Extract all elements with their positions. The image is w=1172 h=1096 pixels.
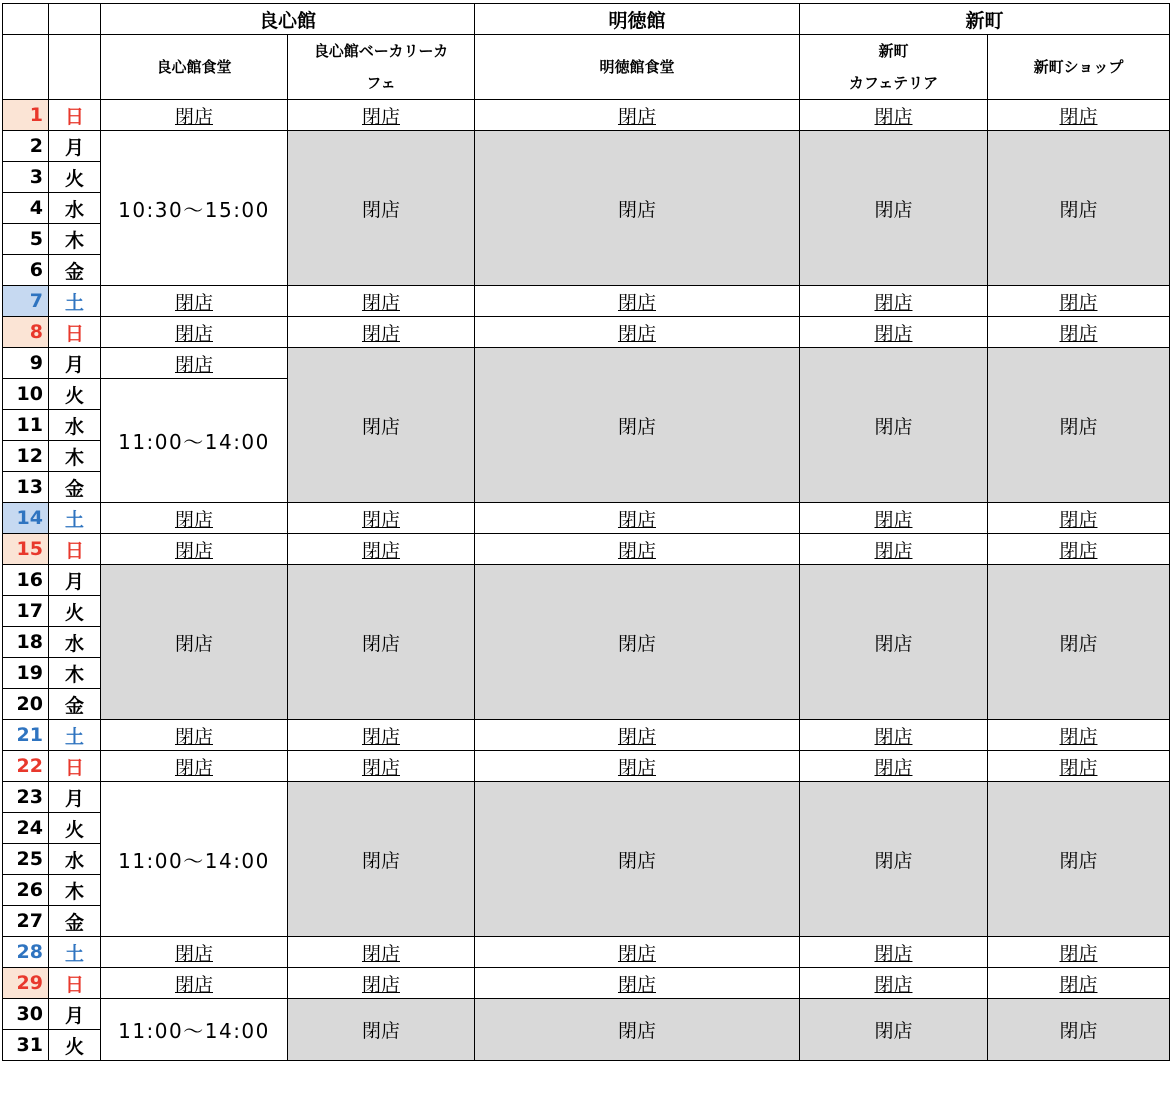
closed-cell-ryoshinkan-dining [101,720,288,751]
closed-cell-meitokukan-dining [475,534,800,565]
closed-cell-ryoshinkan-bakery [288,317,475,348]
closed-label: 閉店 [1059,322,1098,345]
closed-label: 閉店 [1059,291,1098,314]
closed-cell-shinmachi-shop [988,286,1170,317]
closed-cell-meitokukan-dining [475,720,800,751]
day-number: 20 [3,689,49,720]
closed-cell-ryoshinkan-bakery: 閉店 [288,348,475,503]
table-row [3,348,1170,379]
day-of-week: 木 [49,224,101,255]
day-number: 17 [3,596,49,627]
closed-label: 閉店 [361,105,400,128]
column-header-shinmachi-cafeteria [800,35,988,100]
closed-label: 閉店 [361,291,400,314]
closed-label: 閉店 [874,322,913,345]
column-header-ryoshinkan-bakery [288,35,475,100]
opening-hours-cell: 11:00〜14:00 [101,782,288,937]
closed-label: 閉店 [617,508,656,531]
table-row [3,999,1170,1030]
day-number: 1 [3,100,49,131]
closed-cell-ryoshinkan-bakery: 閉店 [288,782,475,937]
closed-cell-shinmachi-shop [988,751,1170,782]
day-of-week: 土 [49,720,101,751]
day-of-week: 水 [49,844,101,875]
table-row [3,937,1170,968]
closed-cell-shinmachi-shop: 閉店 [988,782,1170,937]
day-number: 13 [3,472,49,503]
closed-cell-meitokukan-dining [475,968,800,999]
closed-cell-shinmachi-shop: 閉店 [988,999,1170,1061]
closed-cell-ryoshinkan-bakery [288,286,475,317]
closed-cell-meitokukan-dining: 閉店 [475,131,800,286]
closed-cell-shinmachi-cafeteria: 閉店 [800,782,988,937]
column-header-ryoshinkan-dining: 良心館食堂 [101,35,288,100]
closed-cell-meitokukan-dining: 閉店 [475,999,800,1061]
group-header-shinmachi: 新町 [800,4,1170,35]
closed-cell-ryoshinkan-bakery [288,968,475,999]
group-header-meitokukan: 明徳館 [475,4,800,35]
day-of-week: 月 [49,999,101,1030]
corner-cell [49,35,101,100]
day-number: 28 [3,937,49,968]
closed-cell-shinmachi-cafeteria: 閉店 [800,348,988,503]
day-of-week: 日 [49,534,101,565]
day-number: 7 [3,286,49,317]
day-number: 9 [3,348,49,379]
closed-cell-shinmachi-shop: 閉店 [988,131,1170,286]
closed-label: 閉店 [1059,539,1098,562]
closed-label: 閉店 [617,756,656,779]
column-header-meitokukan-dining: 明徳館食堂 [475,35,800,100]
closed-label: 閉店 [361,942,400,965]
day-of-week: 水 [49,193,101,224]
day-number: 31 [3,1030,49,1061]
closed-label: 閉店 [174,756,213,779]
closed-cell-shinmachi-cafeteria [800,317,988,348]
schedule-table [2,3,1170,1061]
closed-label: 閉店 [1059,942,1098,965]
closed-cell-shinmachi-cafeteria [800,968,988,999]
closed-cell-shinmachi-shop [988,968,1170,999]
day-of-week: 金 [49,689,101,720]
closed-label: 閉店 [874,942,913,965]
closed-label: 閉店 [617,322,656,345]
day-number: 18 [3,627,49,658]
closed-label: 閉店 [874,508,913,531]
group-header-ryoshinkan: 良心館 [101,4,475,35]
day-of-week: 木 [49,875,101,906]
closed-cell-ryoshinkan-dining [101,751,288,782]
closed-cell-shinmachi-shop [988,503,1170,534]
closed-label: 閉店 [1059,725,1098,748]
day-number: 21 [3,720,49,751]
day-number: 6 [3,255,49,286]
day-number: 25 [3,844,49,875]
day-of-week: 日 [49,100,101,131]
day-number: 8 [3,317,49,348]
closed-cell-ryoshinkan-bakery [288,100,475,131]
day-of-week: 日 [49,317,101,348]
closed-cell-ryoshinkan-dining: 閉店 [101,565,288,720]
closed-label: 閉店 [361,725,400,748]
closed-label: 閉店 [174,942,213,965]
day-number: 12 [3,441,49,472]
table-row [3,131,1170,162]
day-of-week: 火 [49,813,101,844]
closed-cell-shinmachi-cafeteria [800,937,988,968]
closed-cell-shinmachi-shop [988,720,1170,751]
closed-cell-ryoshinkan-dining [101,503,288,534]
day-of-week: 月 [49,131,101,162]
day-number: 14 [3,503,49,534]
closed-cell-shinmachi-shop: 閉店 [988,348,1170,503]
closed-cell-meitokukan-dining [475,317,800,348]
opening-hours-cell: 10:30〜15:00 [101,131,288,286]
closed-cell-meitokukan-dining [475,100,800,131]
closed-cell-shinmachi-shop [988,937,1170,968]
day-number: 4 [3,193,49,224]
closed-cell-meitokukan-dining: 閉店 [475,782,800,937]
day-of-week: 金 [49,255,101,286]
closed-cell-ryoshinkan-dining [101,286,288,317]
closed-label: 閉店 [174,105,213,128]
table-row [3,720,1170,751]
closed-label: 閉店 [874,973,913,996]
day-of-week: 木 [49,658,101,689]
closed-cell-ryoshinkan-bakery [288,937,475,968]
closed-cell-meitokukan-dining [475,503,800,534]
day-of-week: 土 [49,286,101,317]
closed-label: 閉店 [874,756,913,779]
closed-cell-shinmachi-cafeteria [800,534,988,565]
closed-cell-meitokukan-dining [475,937,800,968]
closed-cell-shinmachi-cafeteria: 閉店 [800,999,988,1061]
closed-label: 閉店 [361,539,400,562]
closed-label: 閉店 [174,539,213,562]
opening-hours-cell: 11:00〜14:00 [101,379,288,503]
day-of-week: 火 [49,379,101,410]
table-row [3,565,1170,596]
table-row [3,503,1170,534]
closed-cell-shinmachi-cafeteria [800,720,988,751]
closed-cell-shinmachi-cafeteria [800,503,988,534]
table-row [3,534,1170,565]
closed-cell-shinmachi-cafeteria: 閉店 [800,131,988,286]
table-row [3,751,1170,782]
closed-cell-meitokukan-dining: 閉店 [475,565,800,720]
closed-label: 閉店 [874,105,913,128]
day-number: 2 [3,131,49,162]
closed-cell-ryoshinkan-bakery [288,751,475,782]
closed-cell-meitokukan-dining [475,286,800,317]
closed-cell-meitokukan-dining [475,751,800,782]
closed-label: 閉店 [361,508,400,531]
day-number: 22 [3,751,49,782]
day-of-week: 木 [49,441,101,472]
day-of-week: 日 [49,751,101,782]
day-number: 16 [3,565,49,596]
closed-label: 閉店 [361,973,400,996]
day-number: 30 [3,999,49,1030]
day-number: 15 [3,534,49,565]
closed-cell-ryoshinkan-dining [101,534,288,565]
closed-label: 閉店 [1059,105,1098,128]
closed-label: 閉店 [361,322,400,345]
table-row [3,100,1170,131]
opening-hours-cell: 11:00〜14:00 [101,999,288,1061]
closed-cell-ryoshinkan-dining [101,100,288,131]
closed-label: 閉店 [174,353,213,376]
closed-label: 閉店 [617,942,656,965]
closed-cell-ryoshinkan-dining [101,968,288,999]
closed-label: 閉店 [874,539,913,562]
day-of-week: 月 [49,348,101,379]
day-number: 19 [3,658,49,689]
day-number: 10 [3,379,49,410]
closed-label: 閉店 [617,973,656,996]
column-header-line: 新町 [878,42,909,60]
closed-cell-shinmachi-cafeteria [800,100,988,131]
closed-label: 閉店 [874,291,913,314]
day-number: 5 [3,224,49,255]
column-header-line: フェ [366,74,396,92]
day-number: 3 [3,162,49,193]
closed-label: 閉店 [617,291,656,314]
closed-cell-meitokukan-dining: 閉店 [475,348,800,503]
table-row [3,286,1170,317]
table-row [3,782,1170,813]
closed-label: 閉店 [174,322,213,345]
day-number: 23 [3,782,49,813]
column-header-line: 良心館ベーカリーカ [313,42,449,60]
closed-cell-ryoshinkan-bakery: 閉店 [288,999,475,1061]
closed-label: 閉店 [1059,756,1098,779]
closed-label: 閉店 [174,291,213,314]
day-of-week: 月 [49,782,101,813]
closed-label: 閉店 [174,973,213,996]
closed-label: 閉店 [1059,508,1098,531]
closed-cell-shinmachi-shop [988,534,1170,565]
day-number: 24 [3,813,49,844]
day-of-week: 火 [49,162,101,193]
corner-cell [3,35,49,100]
closed-label: 閉店 [1059,973,1098,996]
day-of-week: 水 [49,627,101,658]
column-header-line: カフェテリア [848,74,939,92]
table-row [3,968,1170,999]
closed-label: 閉店 [617,725,656,748]
closed-cell-ryoshinkan-bakery: 閉店 [288,565,475,720]
day-of-week: 火 [49,596,101,627]
day-of-week: 火 [49,1030,101,1061]
corner-cell [49,4,101,35]
day-of-week: 日 [49,968,101,999]
day-of-week: 月 [49,565,101,596]
closed-cell-ryoshinkan-dining [101,317,288,348]
day-number: 27 [3,906,49,937]
closed-cell-shinmachi-cafeteria [800,751,988,782]
closed-label: 閉店 [617,105,656,128]
day-of-week: 土 [49,937,101,968]
closed-cell-ryoshinkan-dining [101,937,288,968]
closed-cell-ryoshinkan-bakery [288,534,475,565]
day-number: 11 [3,410,49,441]
day-number: 26 [3,875,49,906]
column-header-shinmachi-shop: 新町ショップ [988,35,1170,100]
closed-label: 閉店 [361,756,400,779]
closed-cell-ryoshinkan-bakery [288,720,475,751]
closed-cell-shinmachi-shop: 閉店 [988,565,1170,720]
closed-label: 閉店 [874,725,913,748]
closed-cell-ryoshinkan-bakery: 閉店 [288,131,475,286]
closed-cell-ryoshinkan-dining [101,348,288,379]
day-number: 29 [3,968,49,999]
day-of-week: 土 [49,503,101,534]
closed-label: 閉店 [174,508,213,531]
closed-label: 閉店 [617,539,656,562]
closed-cell-ryoshinkan-bakery [288,503,475,534]
day-of-week: 金 [49,472,101,503]
closed-cell-shinmachi-shop [988,317,1170,348]
table-row [3,317,1170,348]
closed-cell-shinmachi-cafeteria: 閉店 [800,565,988,720]
closed-cell-shinmachi-shop [988,100,1170,131]
closed-label: 閉店 [174,725,213,748]
day-of-week: 水 [49,410,101,441]
corner-cell [3,4,49,35]
day-of-week: 金 [49,906,101,937]
closed-cell-shinmachi-cafeteria [800,286,988,317]
